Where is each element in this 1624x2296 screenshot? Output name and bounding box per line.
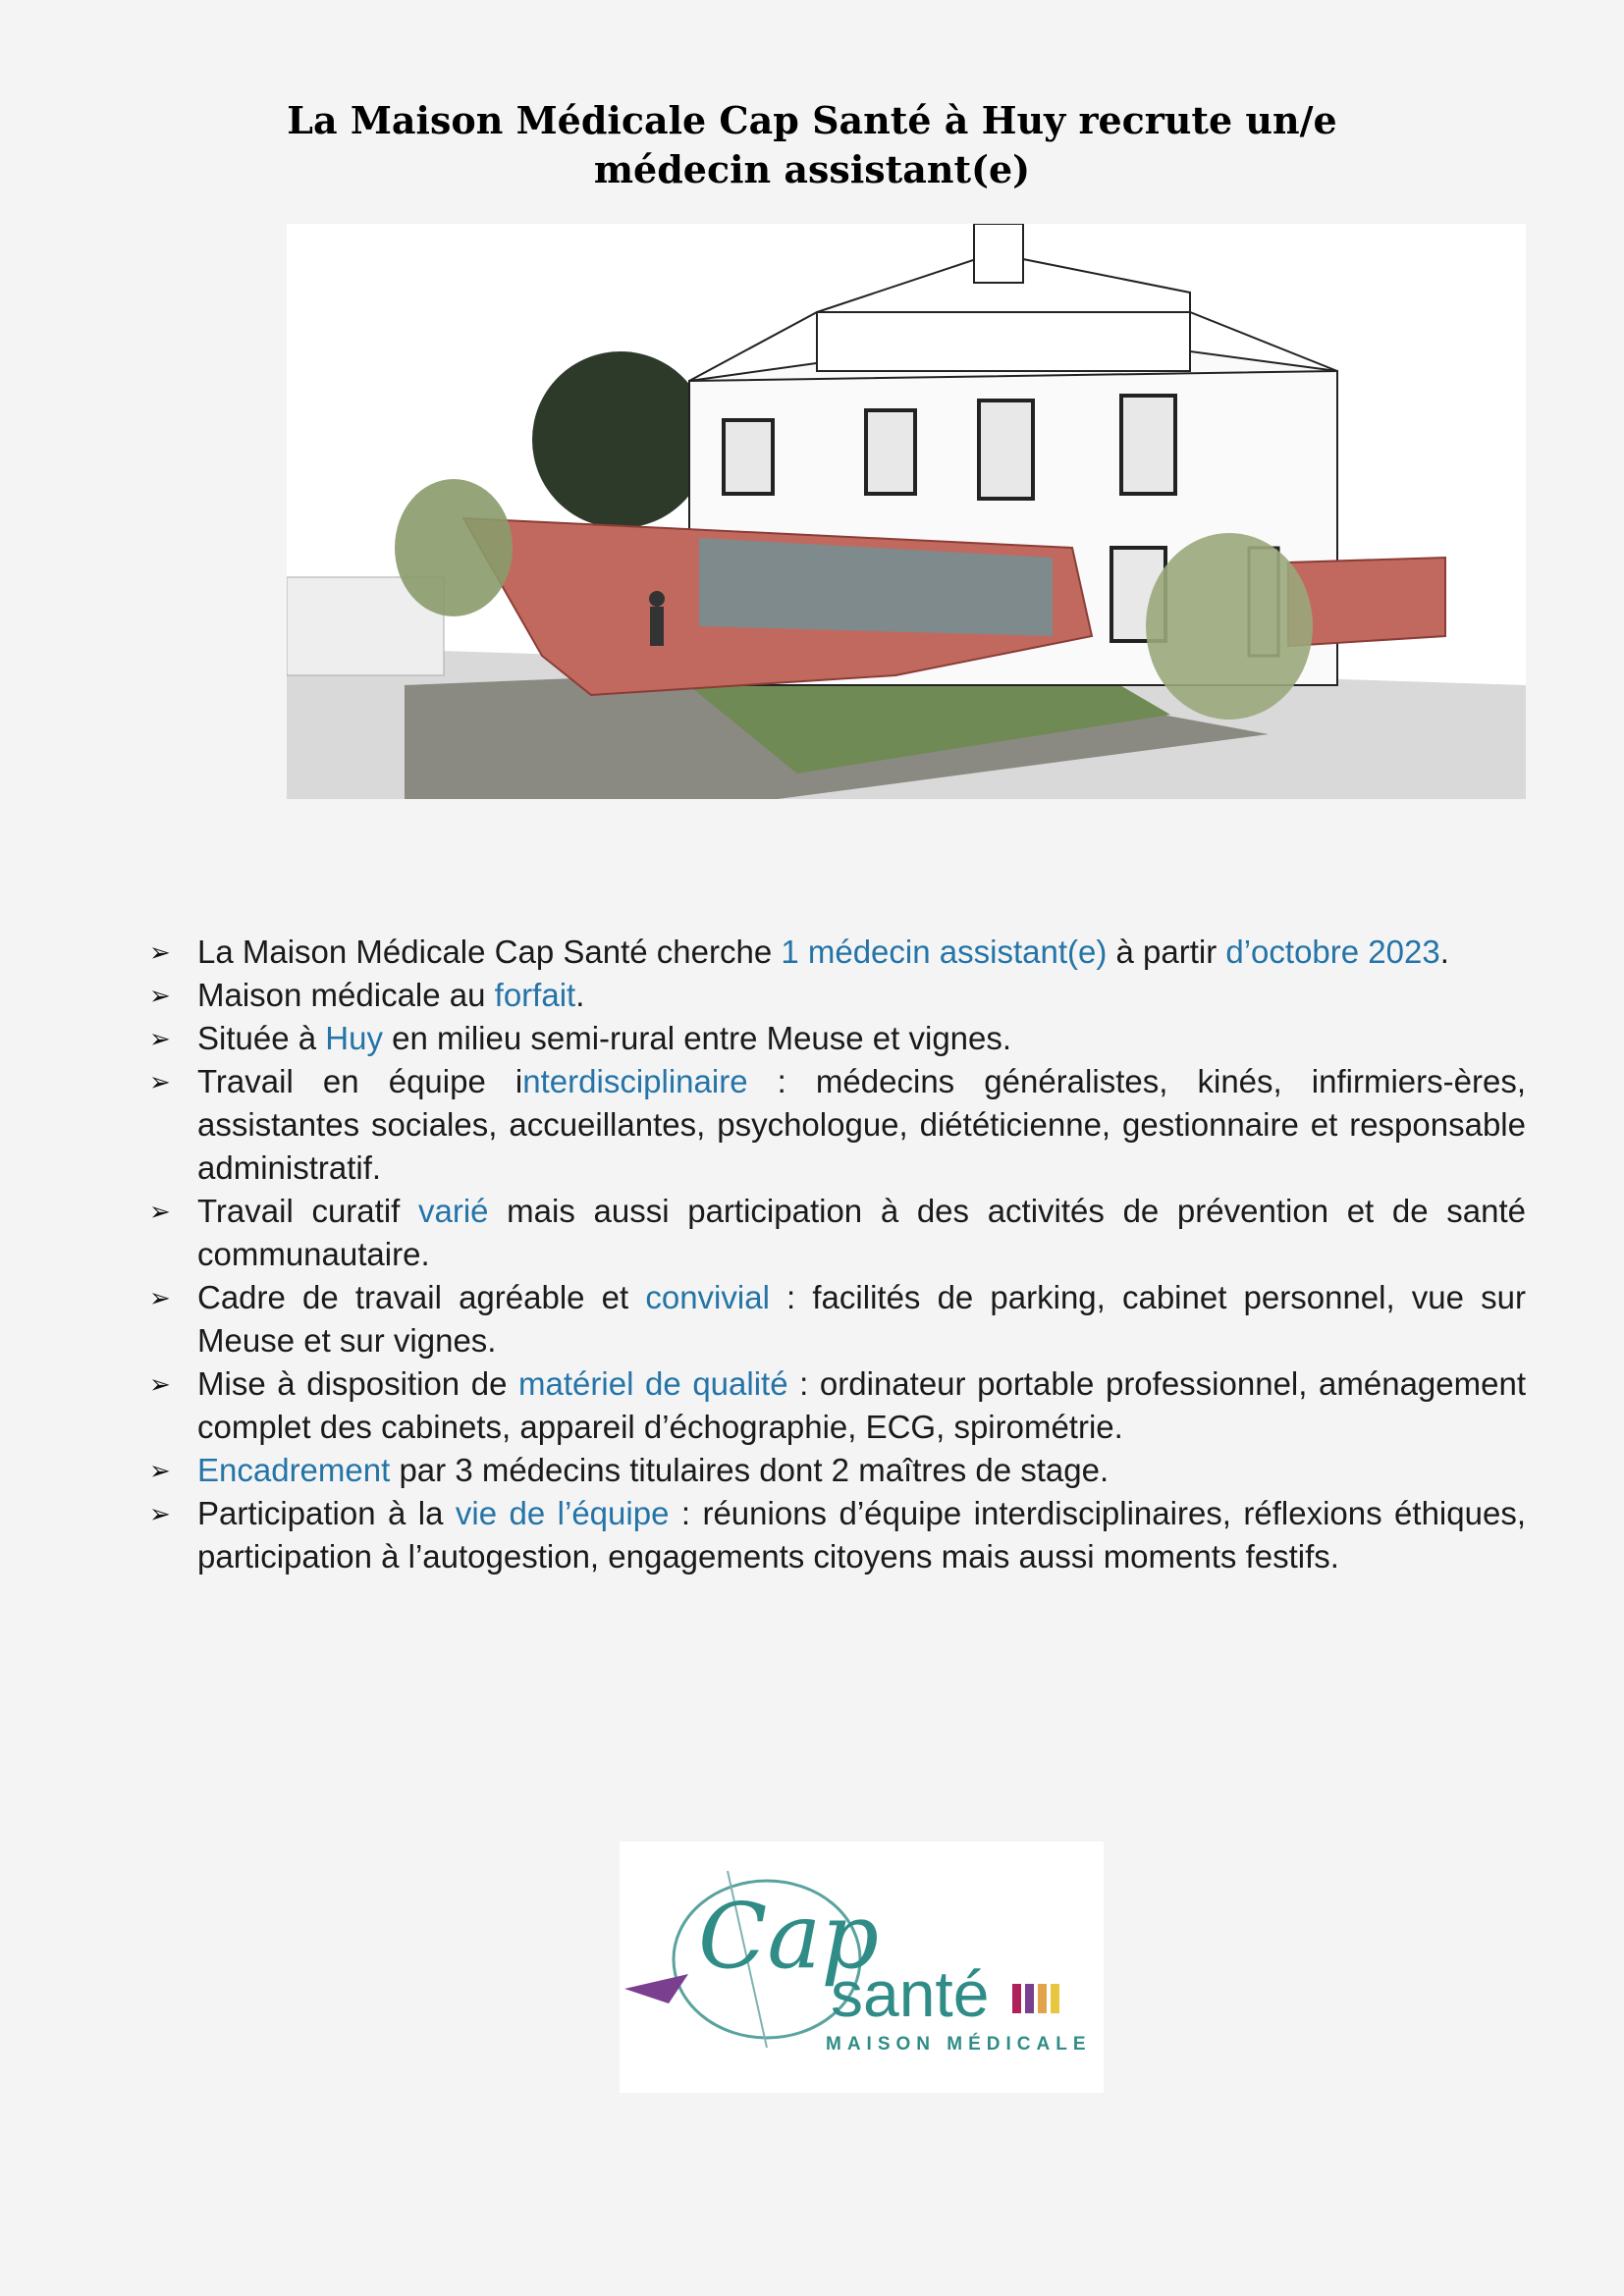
item-text: Travail en équipe i [197,1063,523,1099]
item-text: : facilités de parking, cabinet personnel, vue sur Meuse et sur vignes. [197,1279,1527,1359]
item-text: . [575,977,585,1013]
arrow-bullet-icon: ➢ [149,981,171,1010]
item-highlight: forfait [494,977,576,1013]
item-text: en milieu semi-rural entre Meuse et vignes. [382,1020,1012,1056]
arrow-bullet-icon: ➢ [149,1369,171,1399]
item-text: Travail curatif [197,1193,418,1229]
bullet-list [149,931,1526,1578]
item-highlight: convivial [645,1279,770,1315]
list-item [149,931,1526,974]
item-highlight: d’octobre 2023 [1225,934,1440,970]
list-item [149,1362,1526,1449]
item-text: mais aussi participation à des activités de prévention et de santé communautaire. [197,1193,1526,1272]
arrow-bullet-icon: ➢ [149,937,171,967]
item-text: Maison médicale au [197,977,495,1013]
item-highlight: Encadrement [197,1452,391,1488]
logo-sante-text: santé [831,1957,990,2030]
item-text: Située à [197,1020,326,1056]
arrow-bullet-icon: ➢ [149,1499,171,1528]
arrow-bullet-icon: ➢ [149,1283,171,1312]
item-text: par 3 médecins titulaires dont 2 maîtres de stage. [390,1452,1110,1488]
cap-sante-logo [620,1842,1104,2093]
list-item [149,1492,1526,1578]
list-item [149,1060,1526,1190]
item-text: Participation à la [197,1495,456,1531]
item-highlight: 1 médecin assistant(e) [781,934,1108,970]
item-text: La Maison Médicale Cap Santé cherche [197,934,782,970]
item-text: : réunions d’équipe interdisciplinaires, réflexions éthiques, participation à l’autogestion, engagements citoyens mais aussi moments festifs. [197,1495,1526,1575]
logo-subtitle-text: MAISON MÉDICALE [826,2034,1092,2055]
arrow-bullet-icon: ➢ [149,1456,171,1485]
item-highlight: Huy [325,1020,383,1056]
page-title: La Maison Médicale Cap Santé à Huy recrute un/e médecin assistant(e) [287,98,1337,191]
arrow-bullet-icon: ➢ [149,1024,171,1053]
item-highlight: matériel de qualité [518,1365,788,1402]
item-highlight: nterdisciplinaire [522,1063,748,1099]
logo-cap-text: Cap [698,1884,880,1989]
item-text: Cadre de travail agréable et [197,1279,646,1315]
arrow-bullet-icon: ➢ [149,1067,171,1096]
logo-icon [620,1842,1104,2093]
item-text: : médecins généralistes, kinés, infirmiers-ères, assistantes sociales, accueillantes, psychologue, diététicienne, gestionnaire et responsable administratif. [197,1063,1527,1186]
arrow-bullet-icon: ➢ [149,1197,171,1226]
building-sketch-icon [287,224,1526,799]
list-item [149,974,1526,1017]
item-text: : ordinateur portable professionnel, aménagement complet des cabinets, appareil d’échographie, ECG, spirométrie. [197,1365,1526,1445]
list-item [149,1449,1526,1492]
item-text: . [1439,934,1449,970]
list-item [149,1276,1526,1362]
building-illustration [287,224,1526,799]
list-item [149,1017,1526,1060]
item-text: à partir [1107,934,1226,970]
list-item [149,1190,1526,1276]
item-highlight: vie de l’équipe [455,1495,670,1531]
item-highlight: varié [417,1193,489,1229]
item-text: Mise à disposition de [197,1365,519,1402]
